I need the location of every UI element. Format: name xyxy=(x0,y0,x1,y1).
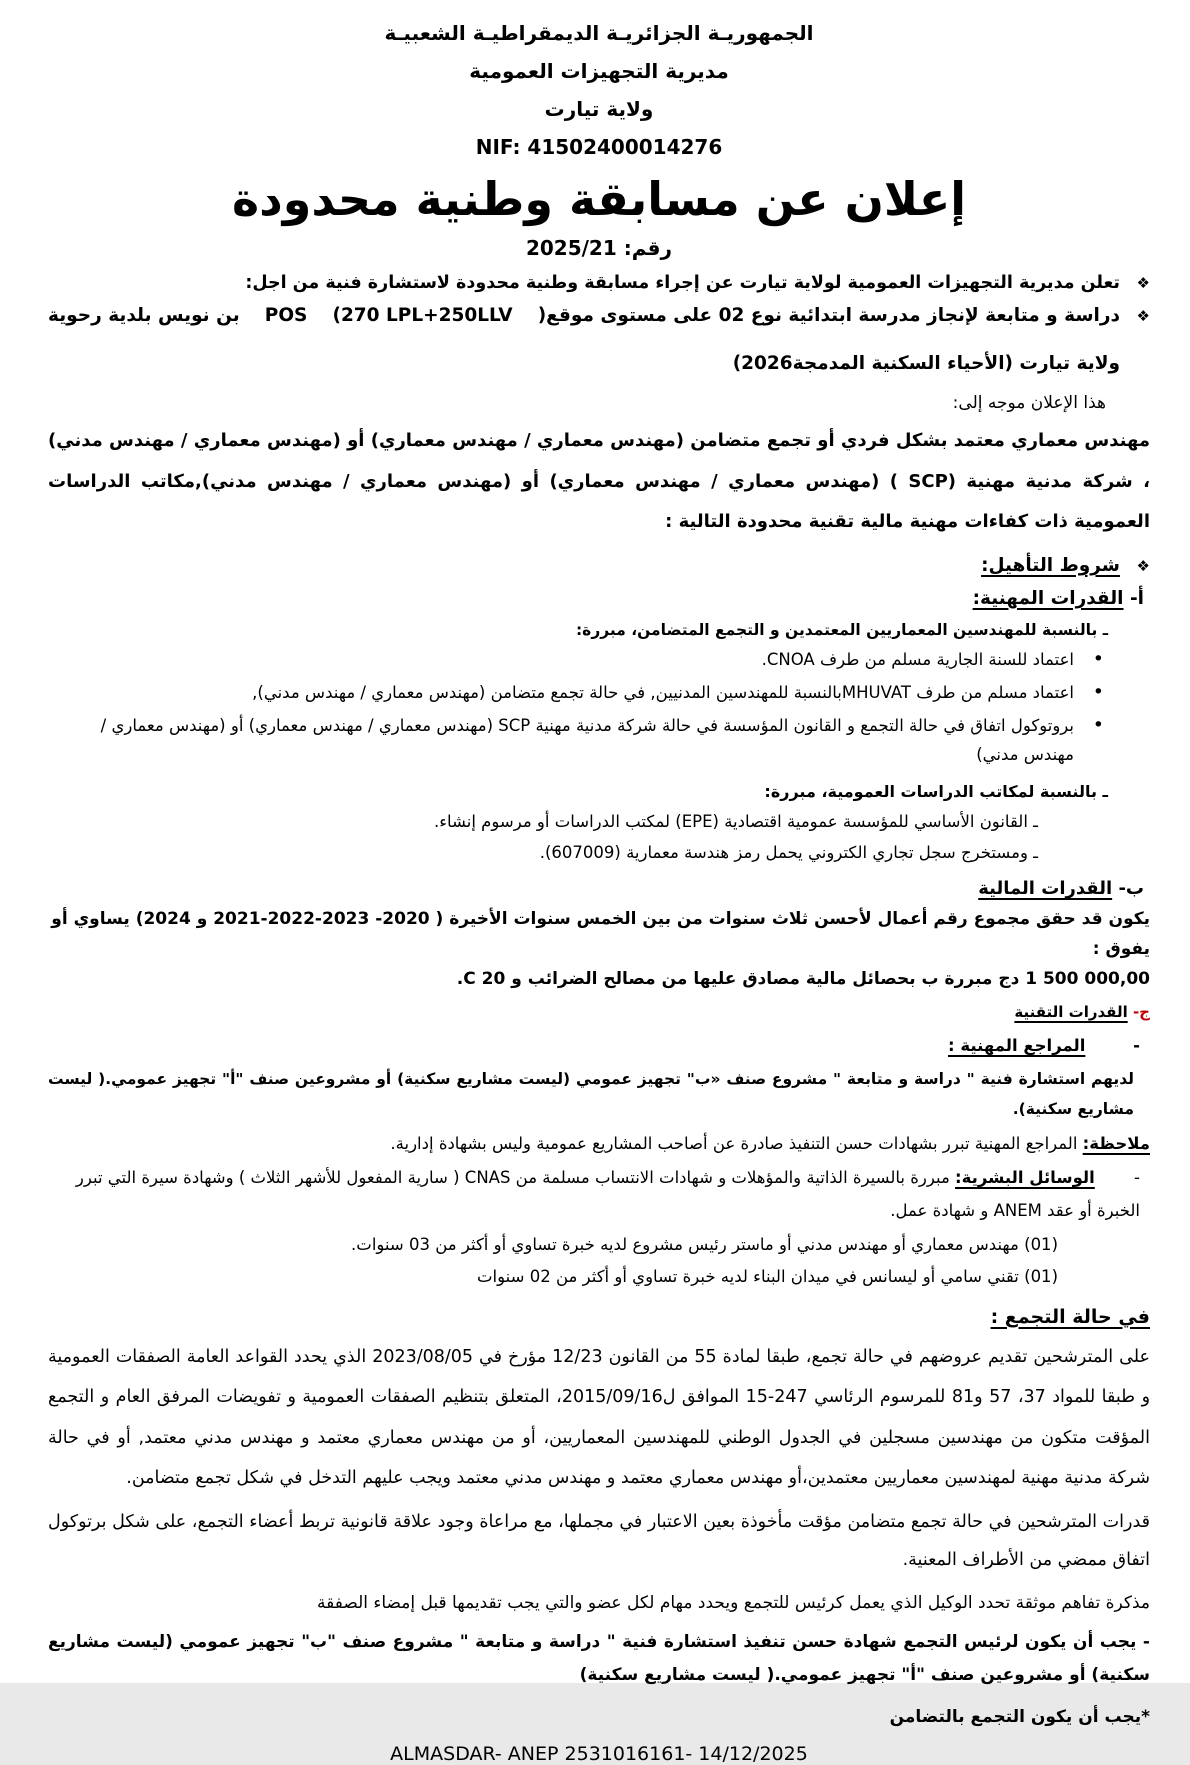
registry-item: ـ ومستخرج سجل تجاري الكتروني يحمل رمز هندسة معمارية (607009). xyxy=(539,842,1038,862)
grouping-paragraph-2: قدرات المترشحين في حالة تجمع متضامن مؤقت مأخوذة بعين الاعتبار في مجملها، مع مراعاة وجود علاقة قانونية تربط أعضاء التجمع، على شكل برتوكول اتفاق ممضي من الأطراف المعنية. xyxy=(48,1512,1150,1570)
note-label: ملاحظة: xyxy=(1082,1134,1150,1154)
technical-prefix: ج- xyxy=(1132,1003,1150,1022)
list-item xyxy=(48,646,1150,675)
epe-item: ـ القانون الأساسي للمؤسسة عمومية اقتصادية (EPE) لمكتب الدراسات أو مرسوم إنشاء. xyxy=(433,811,1038,831)
project-text xyxy=(48,305,1120,376)
mhuvat-item: اعتماد مسلم من طرف MHUVATبالنسبة للمهندسين المدنيين, في حالة تجمع متضامن (مهندس معماري / مهندس مدني), xyxy=(252,683,1074,703)
doc-number: رقم: 2025/21 xyxy=(525,236,673,261)
project-line2: ولاية تيارت (الأحياء السكنية المدمجة2026) xyxy=(732,353,1120,375)
republic-header xyxy=(48,14,1150,166)
announce-bullet xyxy=(48,270,1150,297)
project-location: بن نويس بلدية رحوية xyxy=(48,305,240,327)
qualification-heading xyxy=(48,555,1150,576)
grouping-title: في حالة التجمع : xyxy=(990,1305,1150,1328)
header-directorate: مديرية التجهيزات العمومية xyxy=(469,59,729,83)
turnover-paragraph: يكون قد حقق مجموع رقم أعمال لأحسن ثلاث سنوات من بين الخمس سنوات الأخيرة ( 2020- 2023-2022-2021 و 2024) يساوي أو يفوق : xyxy=(51,909,1150,959)
diamond-bullet-icon: ❖ xyxy=(1136,274,1150,293)
references-title: المراجع المهنية : xyxy=(948,1035,1086,1055)
list-item xyxy=(48,712,1150,770)
diamond-bullet-icon: ❖ xyxy=(1136,556,1150,575)
human-resources-line xyxy=(48,1162,1150,1226)
c20-code: C 20 xyxy=(463,968,506,989)
hr-dash: - xyxy=(1134,1168,1140,1188)
amount-value: 1 500 000,00 xyxy=(1025,968,1150,989)
dot-bullet-icon: • xyxy=(1092,713,1104,736)
professional-heading xyxy=(48,588,1150,609)
project-bullet xyxy=(48,305,1150,376)
offices-note: ـ بالنسبة لمكاتب الدراسات العمومية، مبررة: xyxy=(764,781,1108,801)
audience-paragraph: مهندس معماري معتمد بشكل فردي أو تجمع متضامن (مهندس معماري / مهندس معماري) أو (مهندس معماري / مهندس مدني) ، شركة مدنية مهنية (SCP ) (مهندس معماري / مهندس معماري) أو (مهندس معماري / مهندس مدني),مكاتب الدراسات العمومية ذات كفاءات مهنية مالية تقنية محدودة التالية : xyxy=(48,430,1150,533)
financial-prefix: ب- xyxy=(1118,878,1144,900)
anep-footer: ALMASDAR- ANEP 2531016161- 14/12/2025 xyxy=(390,1743,808,1765)
dot-bullet-icon: • xyxy=(1092,681,1104,704)
site-code: (270 LPL+250LLV xyxy=(332,305,513,327)
header-wilaya: ولاية تيارت xyxy=(544,97,654,121)
cnoa-item: اعتماد للسنة الجارية مسلم من طرف CNOA. xyxy=(761,650,1074,670)
diamond-bullet-icon: ❖ xyxy=(1136,307,1150,326)
references-heading xyxy=(48,1032,1150,1060)
protocol-item: بروتوكول اتفاق في حالة التجمع و القانون المؤسسة في حالة شركة مدنية مهنية SCP (مهندس معماري / مهندس معماري) أو (مهندس معماري / مهندس مدني) xyxy=(100,715,1074,764)
financial-heading xyxy=(48,878,1150,899)
amount-period: . xyxy=(456,968,464,989)
pos-label: POS xyxy=(264,305,308,327)
grouping-paragraph-4: - يجب أن يكون لرئيس التجمع شهادة حسن تنفيذ استشارة فنية " دراسة و متابعة " مشروع صنف "ب" تجهيز عمومي (ليست مشاريع سكنية) أو مشروعين صنف "أ" تجهيز عمومي.( ليست مشاريع سكنية) xyxy=(48,1631,1150,1685)
list-item xyxy=(48,679,1150,708)
references-paragraph: لديهم استشارة فنية " دراسة و متابعة " مشروع صنف «ب" تجهيز عمومي (ليست مشاريع سكنية) أو مشروعين صنف "أ" تجهيز عمومي.( ليست مشاريع سكنية). xyxy=(48,1069,1134,1119)
header-country: الجمهوريـة الجزائريـة الديمقراطيـة الشعبيـة xyxy=(384,21,814,45)
page-title: إعلان عن مسابقة وطنية محدودة xyxy=(231,172,967,226)
technical-heading xyxy=(48,1000,1150,1026)
references-dash: - xyxy=(1133,1035,1140,1055)
staff-item: (01) تقني سامي أو ليسانس في ميدان البناء لديه خبرة تساوي أو أكثر من 02 سنوات xyxy=(477,1266,1058,1286)
hr-label: الوسائل البشرية: xyxy=(955,1168,1095,1188)
amount-text: دج مبررة ب بحصائل مالية مصادق عليها من مصالح الضرائب و xyxy=(511,968,1020,989)
announce-text: تعلن مديرية التجهيزات العمومية لولاية تيارت عن إجراء مسابقة وطنية محدودة لاستشارة فنية من اجل: xyxy=(245,273,1120,294)
project-desc: دراسة و متابعة لإنجاز مدرسة ابتدائية نوع 02 على مستوى موقع( xyxy=(537,305,1120,327)
grouping-heading xyxy=(48,1301,1150,1333)
hr-text: مبررة بالسيرة الذاتية والمؤهلات و شهادات الانتساب مسلمة من CNAS ( سارية المفعول للأشهر الثلاث ) وشهادة سيرة التي تبرر الخبرة أو عقد ANEM و شهادة عمل. xyxy=(75,1168,1140,1220)
note-text: المراجع المهنية تبرر بشهادات حسن التنفيذ صادرة عن أصاحب المشاريع عمومية وليس بشهادة إدارية. xyxy=(390,1134,1083,1154)
dot-bullet-icon: • xyxy=(1092,648,1104,671)
grouping-paragraph-1: على المترشحين تقديم عروضهم في حالة تجمع، طبقا لمادة 55 من القانون 12/23 مؤرخ في 2023/08/05 الذي يحدد القواعد العامة الصفقات العمومية و طبقا للمواد 37، 57 و81 للمرسوم الرئاسي 247-15 الموافق ل2015/09/16، المتعلق بتنظيم الصفقات العمومية و تفويضات المرفق العام و التجمع المؤقت متكون من مهندسين مسجلين في الجدول الوطني للمهندسين المعماريين، أو من مهندس معماري معتمد و مهندس مدني معتمد, أو في حالة شركة مدنية مهنية لمهندسين معماريين معتمدين،أو مهندس معماري معتمد و مهندس مدني معتمد ويجب عليهم التدخل في شكل تجمع متضامن. xyxy=(48,1347,1151,1488)
professional-prefix: أ- xyxy=(1129,587,1144,609)
project-line1 xyxy=(48,305,1120,326)
qualification-title: شروط التأهيل: xyxy=(981,554,1120,576)
addressed-to: هذا الإعلان موجه إلى: xyxy=(952,393,1106,414)
professional-title: القدرات المهنية: xyxy=(972,587,1124,609)
grouping-paragraph-3: مذكرة تفاهم موثقة تحدد الوكيل الذي يعمل كرئيس للتجمع ويحدد مهام لكل عضو والتي يجب تقديمها قبل إمضاء الصفقة xyxy=(317,1593,1150,1614)
financial-title: القدرات المالية xyxy=(978,878,1113,900)
header-nif: NIF: 41502400014276 xyxy=(475,135,723,159)
note-line xyxy=(48,1130,1150,1158)
grouping-paragraph-5: *يجب أن يكون التجمع بالتضامن xyxy=(889,1706,1150,1727)
architects-note: ـ بالنسبة للمهندسين المعماريين المعتمدين و التجمع المتضامن، مبررة: xyxy=(575,620,1108,639)
technical-title: القدرات التقنية xyxy=(1014,1003,1128,1022)
amount-line xyxy=(48,965,1150,995)
staff-item: (01) مهندس معماري أو مهندس مدني أو ماستر رئيس مشروع لديه خبرة تساوي أو أكثر من 03 سنوات. xyxy=(351,1234,1058,1254)
